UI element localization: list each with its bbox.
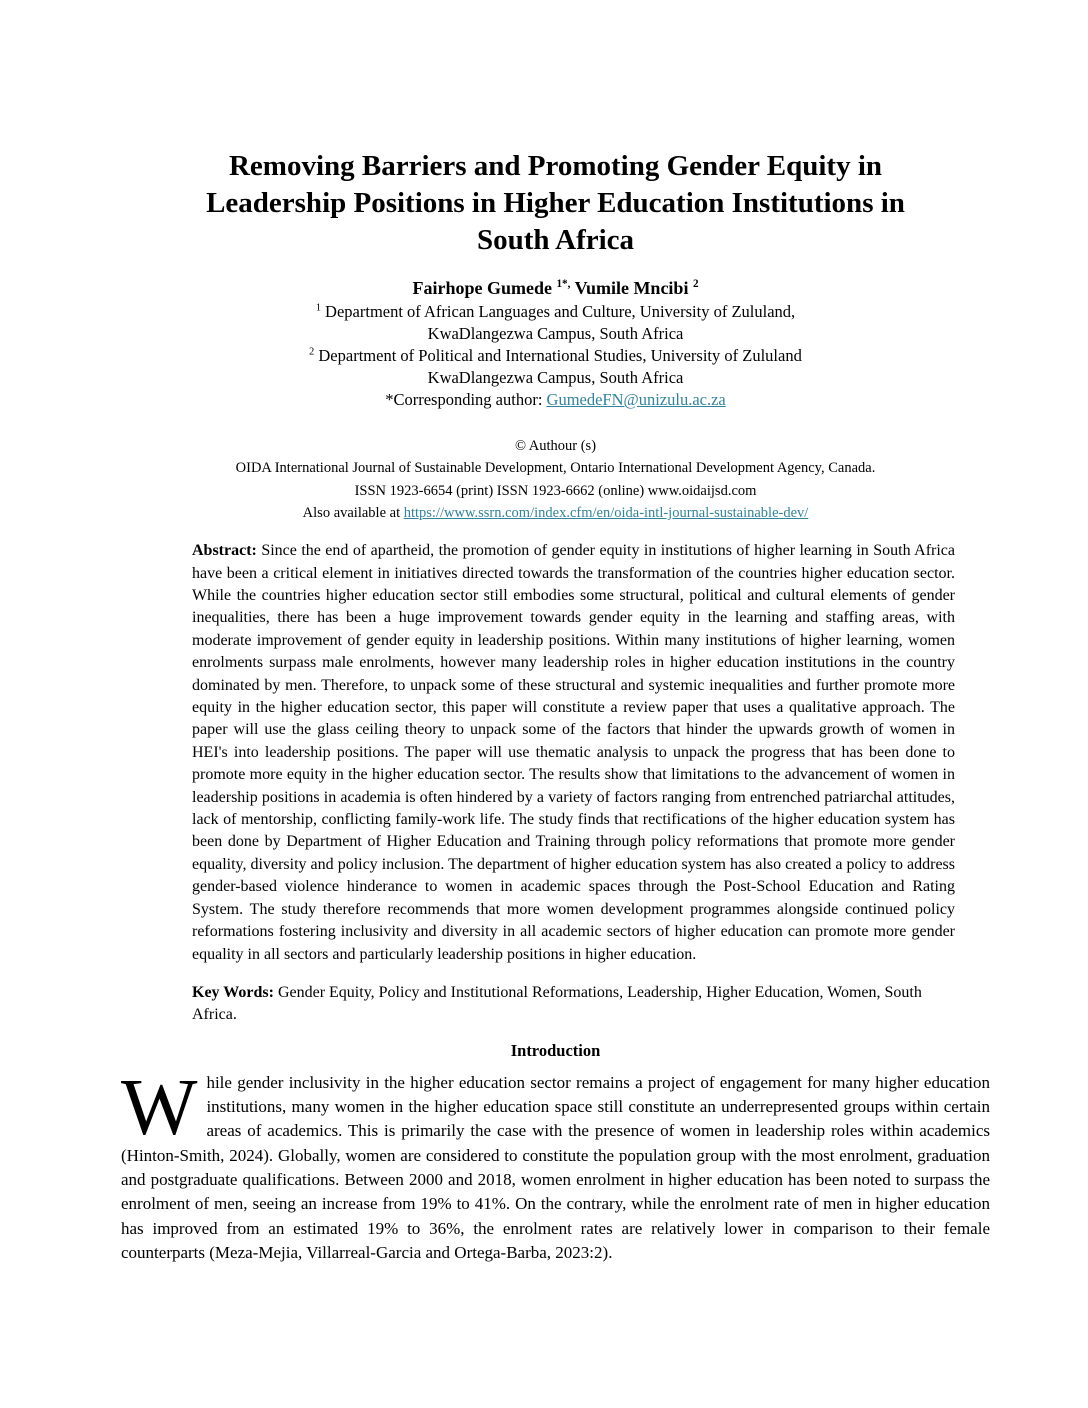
affiliation-1-text: Department of African Languages and Culture, University of Zululand, (320, 302, 796, 321)
author-name-2 (570, 278, 698, 298)
affiliation-2-text: KwaDlangezwa Campus, South Africa (427, 324, 684, 343)
affiliations-block (121, 301, 990, 411)
affiliation-1-marker: 1 (315, 302, 321, 314)
corresponding-author-line (121, 389, 990, 411)
affiliation-line-1 (121, 301, 990, 323)
author-name-2-text: Vumile Mncibi (570, 278, 693, 298)
affiliation-4-text: KwaDlangezwa Campus, South Africa (427, 368, 684, 387)
authors-line (121, 277, 990, 299)
availability-prefix: Also available at (302, 504, 404, 521)
copyright-line: © Authour (s) (514, 438, 597, 454)
journal-line: OIDA International Journal of Sustainable Development, Ontario International Development Agency, Canada. (235, 460, 876, 477)
keywords-section (192, 982, 955, 1027)
keywords-text: Gender Equity, Policy and Institutional Reformations, Leadership, Higher Education, Women, South Africa. (192, 983, 922, 1024)
introduction-paragraph (121, 1061, 990, 1265)
publisher-block (121, 435, 990, 524)
affiliation-line-2 (121, 323, 990, 345)
abstract-text: Since the end of apartheid, the promotion of gender equity in institutions of higher learning in South Africa have been a critical element in initiatives directed towards the transformation of the countries higher education sector. While the countries higher education sector still embodies some structural, political and cultural elements of gender inequalities, there has been a huge improvement towards gender equity in the learning and staffing areas, with moderate improvement of gender equity in leadership positions. Within many institutions of higher learning, women enrolments surpass male enrolments, however many leadership roles in higher education institutions in the country dominated by men. Therefore, to unpack some of these structural and systemic inequalities and further promote more equity in the higher education sector, this paper will constitute a review paper that uses a qualitative approach. The paper will use the glass ceiling theory to unpack some of the factors that hinder the upwards growth of women in HEI's into leadership positions. The paper will use thematic analysis to unpack the progress that has been done to promote more equity in the higher education sector. The results show that limitations to the advancement of women in leadership positions in academia is often hindered by a variety of factors ranging from entrenched patriarchal attitudes, lack of mentorship, conflicting family-work life. The study finds that rectifications of the higher education system has been done by Department of Higher Education and Training through policy reformations that promote more gender equality, diversity and policy inclusion. The department of higher education system has also created a policy to address gender-based violence hinderance to women in academic spaces through the Post-School Education and Rating System. The study therefore recommends that more women development programmes alongside continued policy reformations fostering inclusivity and diversity in all academic sectors of higher education can promote more gender equality in all sectors and particularly leadership positions in higher education. (192, 542, 955, 963)
corresponding-author-prefix: *Corresponding author: (385, 390, 547, 409)
dropcap-letter: W (121, 1061, 198, 1152)
availability-line (121, 502, 990, 524)
author-name-1 (412, 278, 570, 298)
issn-line: ISSN 1923-6654 (print) ISSN 1923-6662 (online) www.oidaijsd.com (354, 482, 757, 499)
affiliation-3-marker: 2 (309, 346, 315, 358)
author-name-1-text: Fairhope Gumede (412, 278, 557, 298)
paper-title-line-2: Leadership Positions in Higher Education Institutions in (206, 187, 905, 219)
introduction-text: hile gender inclusivity in the higher education sector remains a project of engagement for many higher education institutions, many women in the higher education space still constitute an underrepresented groups within certain areas of academics. This is primarily the case with the presence of women in leadership roles within academics (Hinton-Smith, 2024). Globally, women are considered to constitute the population group with the most enrolment, graduation and postgraduate qualifications. Between 2000 and 2018, women enrolment in higher education has been noted to surpass the enrolment of men, seeing an increase from 19% to 41%. On the contrary, while the enrolment rate of men in higher education has improved from an estimated 19% to 36%, the enrolment rates are relatively lower in comparison to their female counterparts (Meza-Mejia, Villarreal-Garcia and Ortega-Barba, 2023:2). (121, 1072, 990, 1262)
abstract-section (192, 540, 955, 966)
ssrn-link[interactable]: https://www.ssrn.com/index.cfm/en/oida-intl-journal-sustainable-dev/ (403, 504, 809, 521)
abstract-label: Abstract: (192, 542, 257, 560)
author-1-affiliation-marker: 1*, (556, 278, 571, 290)
affiliation-line-4 (121, 367, 990, 389)
author-2-affiliation-marker: 2 (692, 278, 699, 290)
affiliation-line-3 (121, 345, 990, 367)
paper-title (121, 148, 990, 259)
affiliation-3-text: Department of Political and International Studies, University of Zululand (314, 346, 802, 365)
keywords-label: Key Words: (192, 983, 274, 1001)
corresponding-email-link[interactable]: GumedeFN@unizulu.ac.za (546, 390, 726, 409)
introduction-heading: Introduction (510, 1040, 601, 1060)
paper-title-line-1: Removing Barriers and Promoting Gender Equity in (228, 150, 883, 182)
paper-title-line-3: South Africa (476, 224, 635, 256)
